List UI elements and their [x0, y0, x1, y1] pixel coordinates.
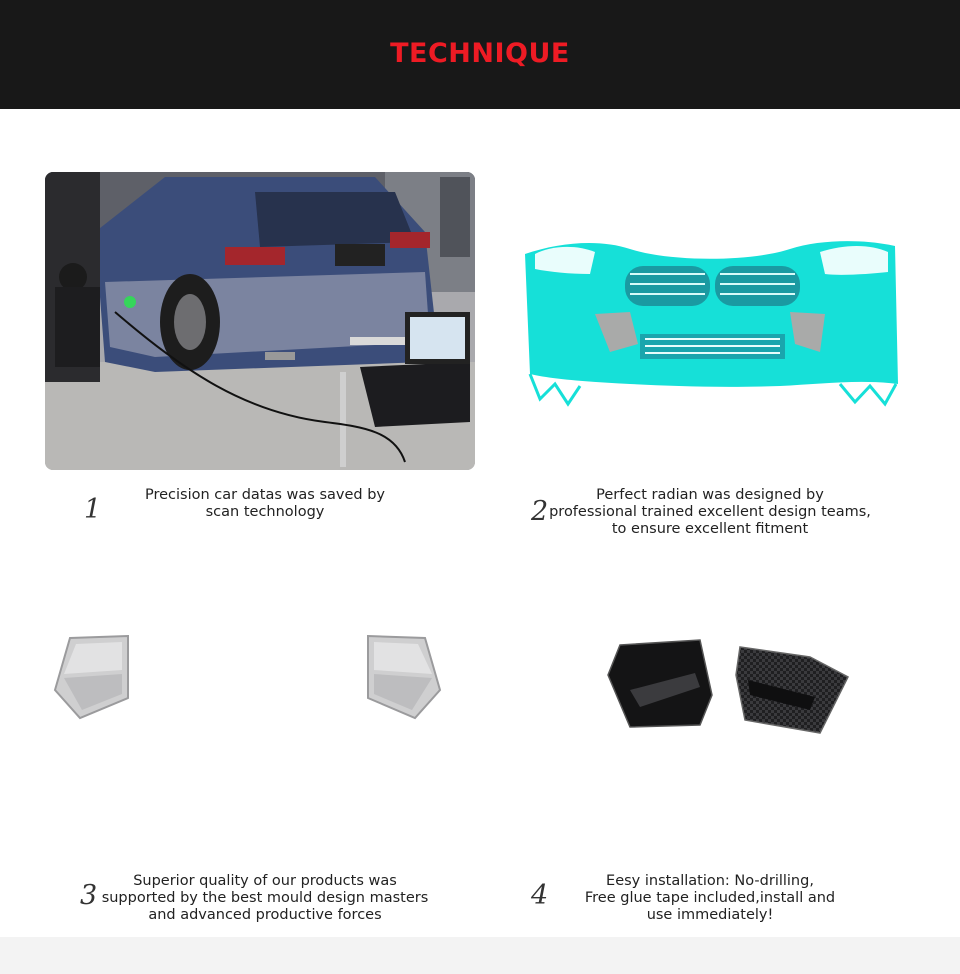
step-number-3: 3 [80, 880, 98, 911]
caption-line: professional trained excellent design teams, [549, 504, 871, 520]
car-scanning-photo [45, 172, 475, 470]
caption-line: Free glue tape included,install and [584, 890, 836, 906]
step-caption-1 [115, 487, 415, 521]
step-caption-2 [545, 487, 875, 538]
header-banner [0, 0, 960, 109]
grey-mould-parts [50, 630, 445, 725]
caption-line: scan technology [205, 504, 325, 520]
bumper-scan-render [520, 234, 902, 414]
caption-line: Eesy installation: No-drilling, [606, 873, 814, 889]
caption-line: to ensure excellent fitment [611, 521, 809, 537]
caption-line: Precision car datas was saved by [144, 487, 385, 503]
step-number-2: 2 [531, 496, 549, 527]
step-caption-4 [565, 873, 855, 924]
step-number-1: 1 [84, 494, 102, 525]
caption-line: use immediately! [646, 907, 774, 923]
footer-band [0, 937, 960, 974]
caption-line: Perfect radian was designed by [596, 487, 824, 503]
page-title: TECHNIQUE [390, 38, 570, 69]
step-caption-3 [100, 873, 430, 924]
step-number-4: 4 [531, 880, 549, 911]
caption-line: and advanced productive forces [148, 907, 382, 923]
carbon-fiber-parts [600, 635, 852, 735]
caption-line: supported by the best mould design masters [101, 890, 429, 906]
caption-line: Superior quality of our products was [133, 873, 397, 889]
